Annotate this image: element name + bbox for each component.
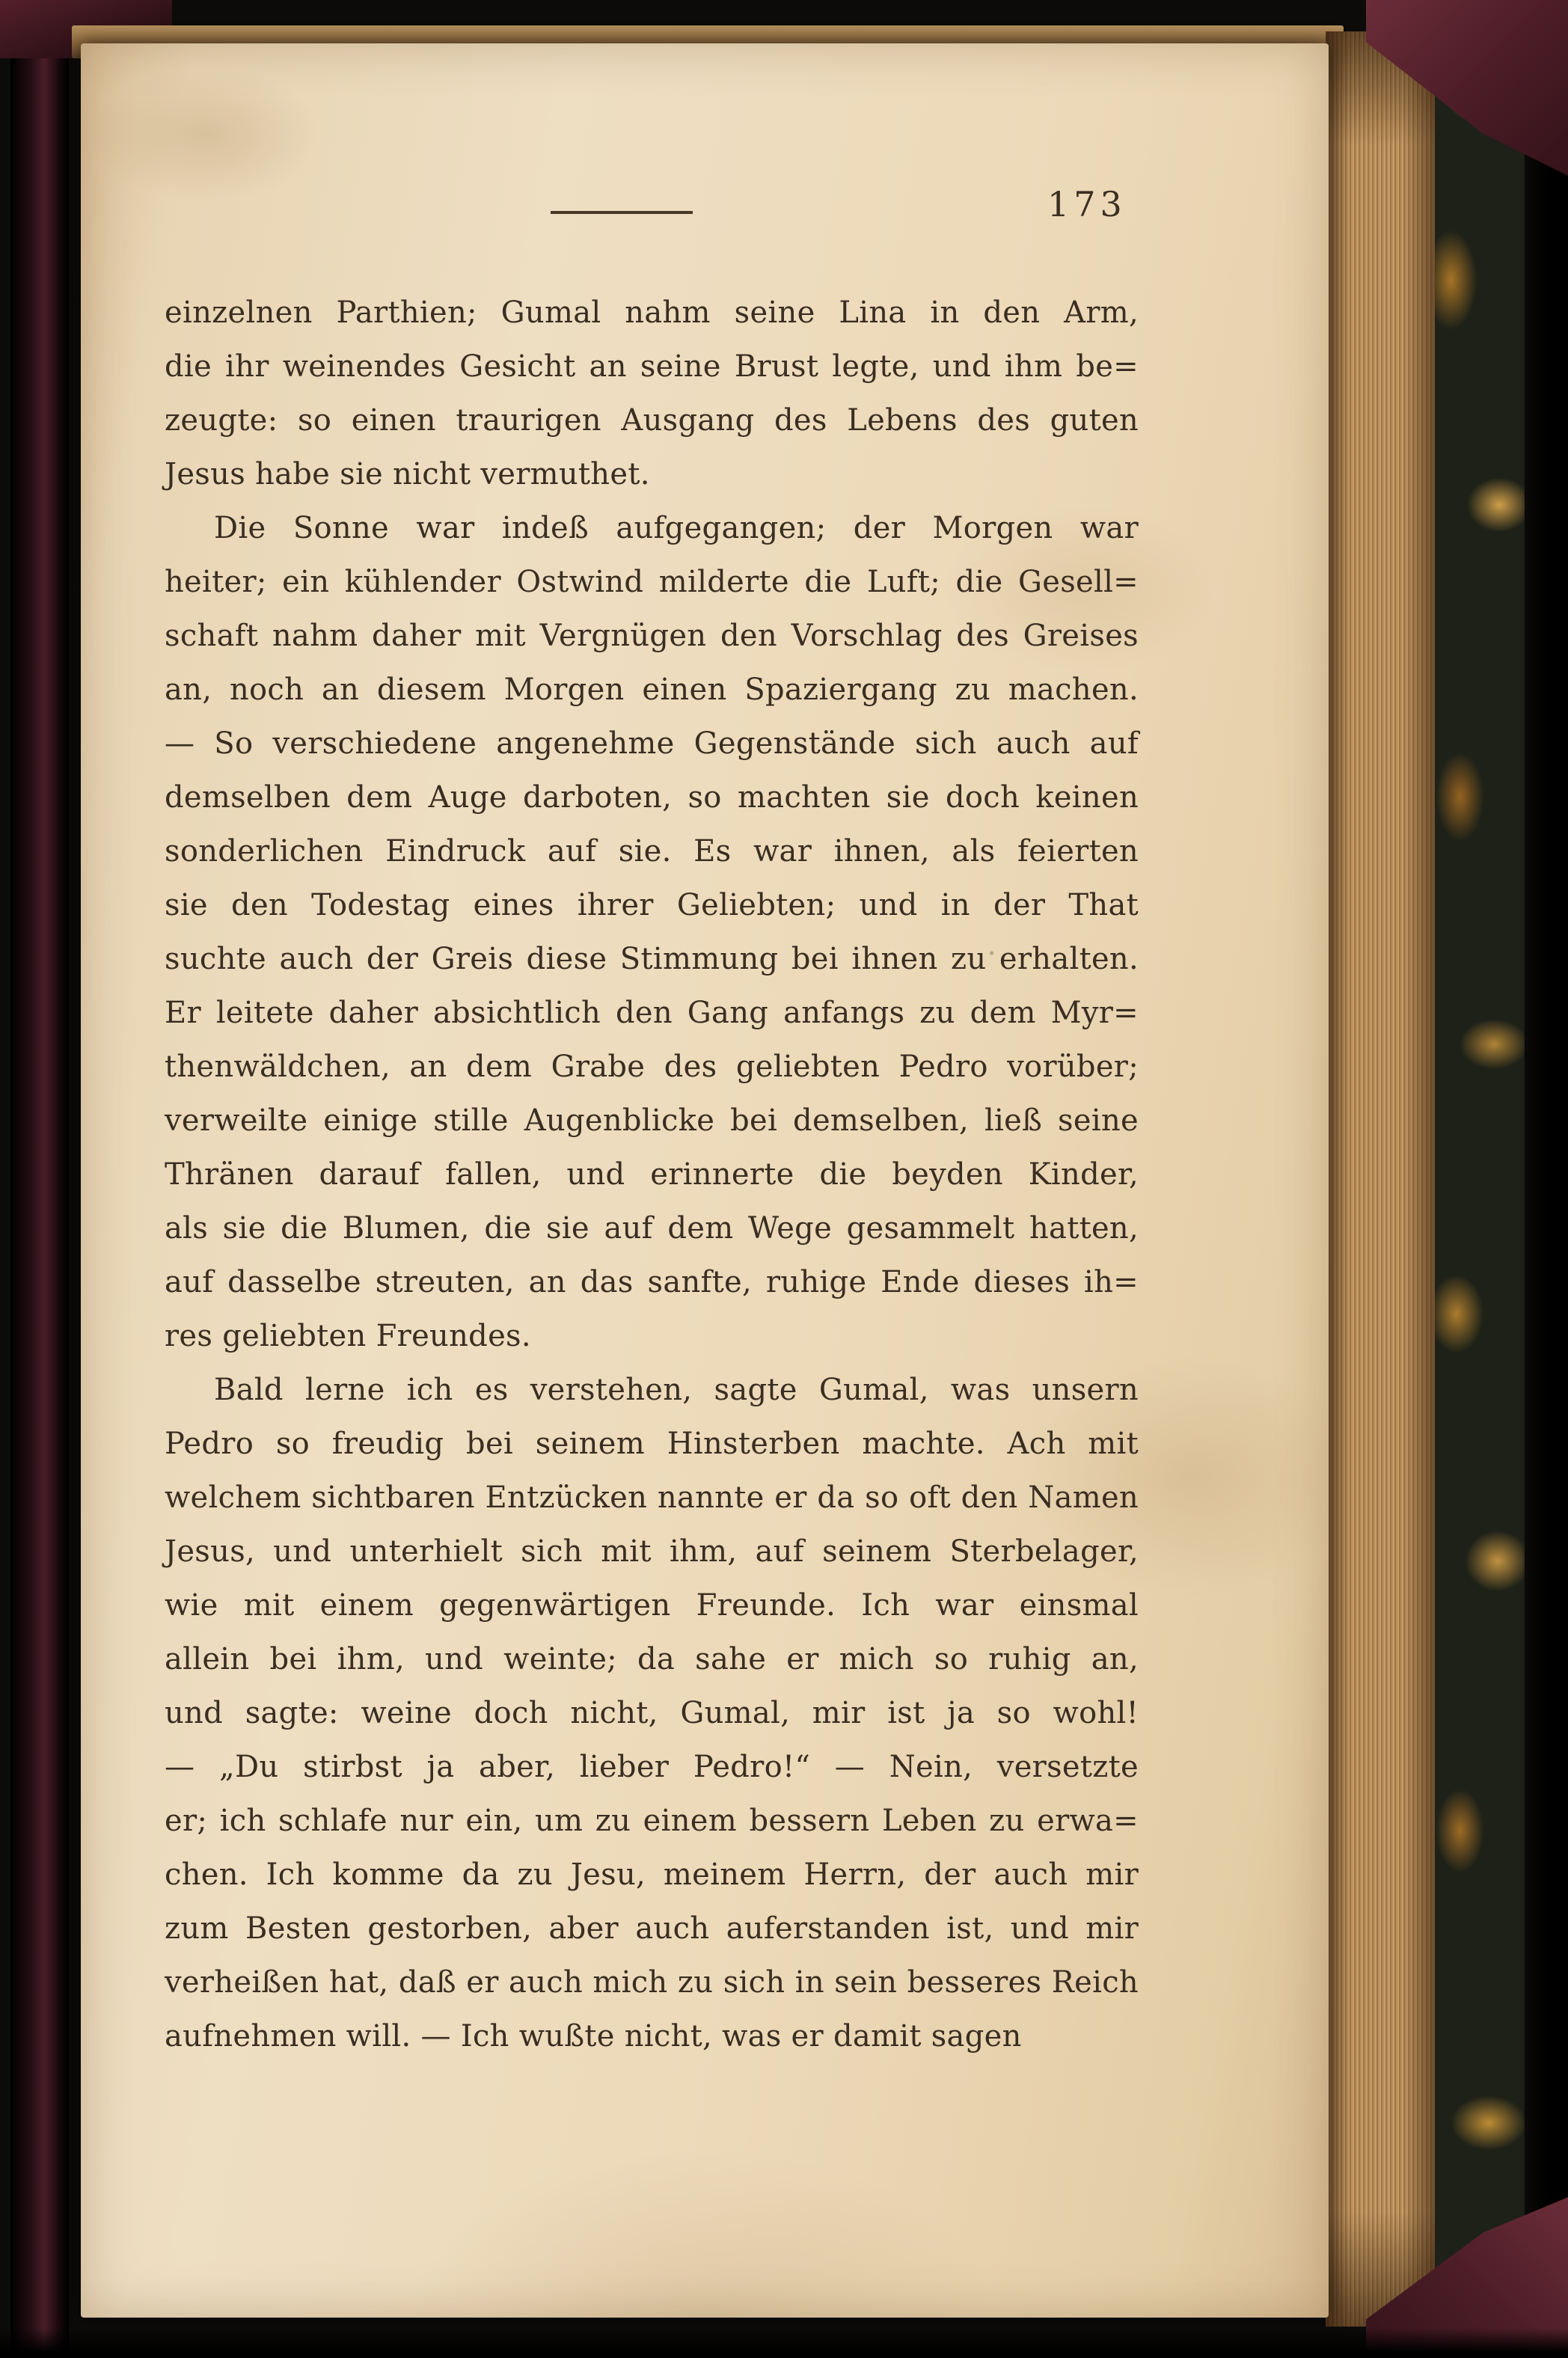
text-line: Jesus habe sie nicht vermuthet. (165, 457, 650, 491)
text-line: und sagte: weine doch nicht, Gumal, mir ist ja so wohl! (165, 1696, 1139, 1730)
text-line: die ihr weinendes Gesicht an seine Brust legte, und ihm be= (165, 349, 1139, 384)
text-line: chen. Ich komme da zu Jesu, meinem Herrn, der auch mir (165, 1858, 1139, 1892)
text-line: verweilte einige stille Augenblicke bei demselben, ließ seine (165, 1103, 1139, 1138)
book-page (81, 43, 1329, 2318)
text-line: — So verschiedene angenehme Gegenstände sich auch auf (165, 726, 1139, 761)
text-line: Thränen darauf fallen, und erinnerte die beyden Kinder, (165, 1157, 1139, 1192)
text-line: aufnehmen will. — Ich wußte nicht, was er damit sagen (165, 2019, 1022, 2054)
text-line: suchte auch der Greis diese Stimmung bei ihnen zu erhalten. (165, 942, 1139, 976)
text-line: er; ich schlafe nur ein, um zu einem bessern Leben zu erwa= (165, 1804, 1139, 1838)
text-line: zeugte: so einen traurigen Ausgang des Lebens des guten (165, 403, 1139, 438)
text-line: res geliebten Freundes. (165, 1319, 531, 1353)
text-line: schaft nahm daher mit Vergnügen den Vorschlag des Greises (165, 619, 1139, 653)
text-line: Bald lerne ich es verstehen, sagte Gumal, was unsern (214, 1373, 1139, 1407)
bottom-shadow-edge (0, 2328, 1568, 2358)
paragraph (165, 501, 1139, 1363)
text-line: als sie die Blumen, die sie auf dem Wege gesammelt hatten, (165, 1211, 1139, 1246)
text-line: Er leitete daher absichtlich den Gang anfangs zu dem Myr= (165, 996, 1139, 1030)
text-block (165, 286, 1139, 2063)
text-line: welchem sichtbaren Entzücken nannte er da so oft den Namen (165, 1480, 1139, 1515)
text-line: zum Besten gestorben, aber auch auferstanden ist, und mir (165, 1911, 1139, 1946)
text-line: Jesus, und unterhielt sich mit ihm, auf seinem Sterbelager, (165, 1534, 1139, 1569)
text-line: auf dasselbe streuten, an das sanfte, ruhige Ende dieses ih= (165, 1265, 1139, 1299)
text-line: Die Sonne war indeß aufgegangen; der Morgen war (214, 511, 1139, 545)
right-black-edge (1522, 0, 1568, 2358)
text-line: thenwäldchen, an dem Grabe des geliebten Pedro vorüber; (165, 1050, 1139, 1084)
fore-edge-page-stack (1326, 31, 1439, 2327)
text-line: wie mit einem gegenwärtigen Freunde. Ich war einsmal (165, 1588, 1139, 1623)
header-divider-rule (551, 211, 693, 214)
text-line: — „Du stirbst ja aber, lieber Pedro!“ — Nein, versetzte (165, 1750, 1139, 1784)
text-line: sonderlichen Eindruck auf sie. Es war ihnen, als feierten (165, 834, 1139, 869)
marbled-cover-board (1435, 55, 1525, 2303)
text-line: allein bei ihm, und weinte; da sahe er mich so ruhig an, (165, 1642, 1139, 1676)
page-number: 173 (1047, 184, 1127, 224)
text-line: demselben dem Auge darboten, so machten sie doch keinen (165, 780, 1139, 815)
text-line: einzelnen Parthien; Gumal nahm seine Lina in den Arm, (165, 295, 1139, 330)
text-line: sie den Todestag eines ihrer Geliebten; und in der That (165, 888, 1139, 922)
text-line: verheißen hat, daß er auch mich zu sich in sein besseres Reich (165, 1965, 1139, 2000)
left-binding-edge (10, 0, 69, 2358)
paragraph (165, 286, 1139, 501)
text-line: an, noch an diesem Morgen einen Spaziergang zu machen. (165, 673, 1139, 707)
text-line: heiter; ein kühlender Ostwind milderte die Luft; die Gesell= (165, 565, 1139, 599)
paragraph (165, 1363, 1139, 2063)
text-line: Pedro so freudig bei seinem Hinsterben machte. Ach mit (165, 1427, 1139, 1461)
